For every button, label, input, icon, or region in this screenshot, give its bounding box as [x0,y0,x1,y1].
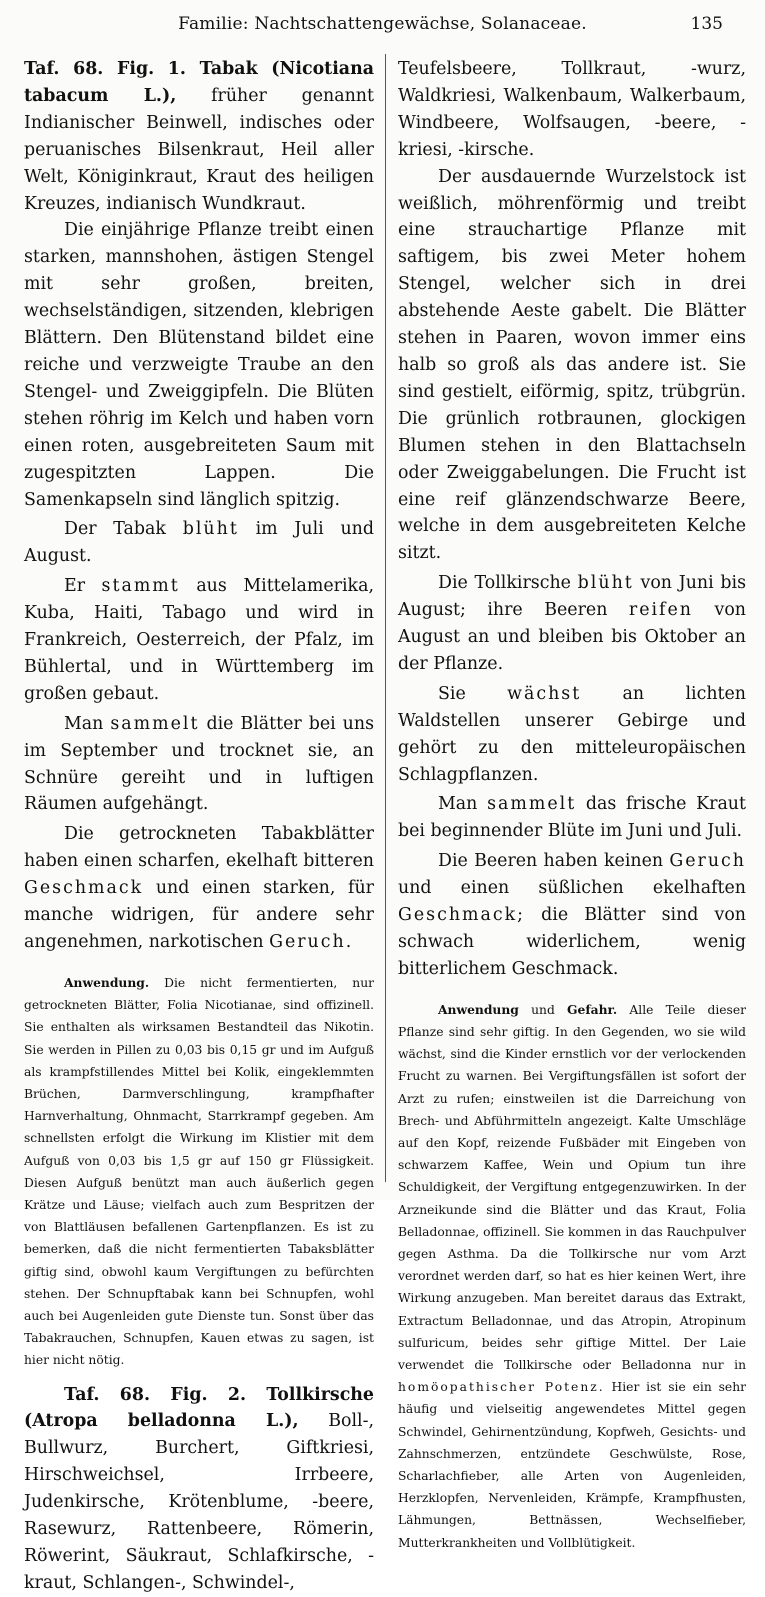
usage-text: Hier ist sie ein sehr häufig und vielseitig angewendetes Mittel gegen Schwindel, Gehirnentzündung, Kopfweh, Gesichts- und Zahnschmerzen, entzündete Geschwülste, Rose, Scharlachfieber, alle Arten von Augenleiden, Herzklopfen, Nervenleiden, Krämpfe, Krampfhusten, Lähmungen, Bettnässen, Wechselfieber, Mutterkrankheiten und Vollblütigkeit. [398,1380,746,1550]
usage-text: Alle Teile dieser Pflanze sind sehr giftig. In den Gegenden, wo sie wild wächst, sind die Kinder ernstlich vor der verlockenden Frucht zu warnen. Bei Vergiftungsfällen ist sofort der Arzt zu rufen; einstweilen ist die Darreichung von Brech- und Abführmitteln angezeigt. Kalte Umschläge auf den Kopf, reizende Fußbäder mit Eingeben von schwarzem Kaffee, Wein und Opium tun ihre Schuldigkeit, der Vergiftung entgegenzuwirken. In der Arzneikunde sind die Blätter und das Kraut, Folia Belladonnae, offizinell. Sie kommen in das Rauchpulver gegen Asthma. Da die Tollkirsche nur vom Arzt verordnet werden darf, so hat es hier keinen Wert, ihre Wirkung anzugeben. Man bereitet daraus das Extrakt, Extractum Belladonnae, und das Atropin, Atropinum sulfuricum, beides sehr giftige Mittel. Der Laie verwendet die Tollkirsche oder Belladonna nur in [398,1002,747,1373]
text-run: Sie [438,683,508,704]
tobacco-synonyms: früher genannt Indianischer Beinwell, indisches oder peruanisches Bilsenkraut, Heil aller Welt, Königinkraut, Kraut des heiligen Kreuzes, indianisch Wundkraut. [24,85,375,214]
emphasis: reifen [628,600,693,621]
emphasis: stammt [101,576,180,597]
tobacco-description: Die einjährige Pflanze treibt einen starken, mannshohen, ästigen Stengel mit sehr großen, breiten, wechselständigen, sitzenden, klebrigen Blättern. Den Blütenstand bildet eine reiche und verzweigte Traube an den Stengel- und Zweiggipfeln. Die Blüten stehen röhrig im Kelch und haben vorn einen roten, ausgebreiteten Saum mit zugespitzten Lappen. Die Samenkapseln sind länglich spitzig. [24,220,374,510]
text-run: von August an und bleiben bis Oktober an der Pflanze. [398,600,746,674]
emphasis: Geschmack [24,878,144,899]
emphasis: blüht [577,573,634,594]
emphasis: wächst [507,683,582,704]
emphasis: Geruch [669,851,746,872]
running-header [30,14,735,42]
belladonna-flowering [398,570,746,678]
text-run: Die Tollkirsche [438,573,578,594]
text-run: das frische Kraut bei beginnender Blüte im Juni und Juli. [398,794,746,842]
page-number: 135 [690,14,723,34]
usage-text: Die nicht fermentierten, nur getrockneten Blätter, Folia Nicotianae, sind offizinell. Sie enthalten als wirksamen Bestandteil das Nikotin. Sie werden in Pillen zu 0,03 bis 0,15 gr und im Aufguß als krampfstillendes Mittel bei Kolik, eingeklemmten Brüchen, Darmverschlingung, krampfhafter Harnverhaltung, Ohnmacht, Starrkrampf gegeben. Am schnellsten erfolgt die Wirkung im Klistier mit dem Aufguß von 0,03 bis 1,5 gr auf 150 gr Flüssigkeit. Diesen Aufguß benützt man auch äußerlich gegen Krätze und Läuse; vielfach auch zum Bespritzen der von Blattläusen befallenen Gartenpflanzen. Es ist zu bemerken, daß die nicht fermentierten Tabaksblätter giftig sind, obwohl kaum Vergiftungen zu befürchten stehen. Der Schnupftabak kann bei Schnupfen, wohl auch bei Augenleiden gute Dienste tun. Sonst über das Tabakrauchen, Schnupfen, Kauen etwas zu sagen, ist hier nicht nötig. [24,975,374,1368]
text-run: die Blätter sind von schwach widerlichem, wenig bitterlichem Geschmack. [398,905,746,979]
text-run: aus Mittelamerika, Kuba, Haiti, Tabago und wird in Frankreich, Oesterreich, der Pfalz, im Bühlertal, und in Württemberg im großen gebaut. [24,576,374,704]
belladonna-description: Der ausdauernde Wurzelstock ist weißlich, möhrenförmig und treibt eine strauchartige Pflanze mit saftigem, bis zwei Meter hohem Stengel, welcher sich in drei abstehende Aeste gabelt. Die Blätter stehen in Paaren, wovon immer eins halb so groß als das andere ist. Sie sind gestielt, eiförmig, spitz, trübgrün. Die grünlich rotbraunen, glockigen Blumen stehen in den Blattachseln oder Zweiggabelungen. Die Frucht ist eine reif glänzendschwarze Beere, welche in dem ausgebreiteten Kelche sitzt. [398,166,746,564]
belladonna-heading-paragraph [24,1382,374,1597]
belladonna-synonyms-continued: Teufelsbeere, Tollkraut, -wurz, Waldkriesi, Walkenbaum, Walkerbaum, Windbeere, Wolfsaugen, -beere, -kriesi, -kirsche. [398,59,746,160]
emphasis: sammelt [110,713,200,734]
belladonna-heading: Taf. 68. Fig. 2. Tollkirsche (Atropa belladonna L.), [24,1384,374,1432]
text-run: Er [64,576,102,597]
belladonna-habitat [398,681,746,789]
text-run: Man [64,713,111,734]
belladonna-collection [398,791,746,845]
usage-heading: Anwendung [438,1001,519,1017]
belladonna-usage [398,999,746,1554]
text-run: die Blätter bei uns im September und trocknet sie, an Schnüre gereiht und in luftigen Räumen aufgehängt. [24,713,374,815]
right-column [398,56,746,1554]
text-run: an lichten Waldstellen unserer Gebirge und gehört zu den mitteleuropäischen Schlagpflanzen. [398,683,747,785]
text-run: und [518,1002,568,1017]
text-run: Die Beeren haben keinen [438,851,670,872]
text-run: und einen süßlichen ekelhaften [398,878,746,899]
usage-heading: Anwendung. [64,974,150,990]
tobacco-collection [24,711,374,819]
belladonna-properties [398,848,746,983]
tobacco-heading: Taf. 68. Fig. 1. Tabak (Nicotiana tabacum L.), [24,59,374,106]
tobacco-flowering [24,516,374,570]
emphasis: blüht [182,519,239,540]
text-run: und einen starken, für manche widrigen, für andere sehr angenehmen, narkotischen [24,878,374,952]
emphasis: Geruch. [269,932,354,952]
emphasis: Geschmack; [398,905,526,926]
left-column [24,56,374,1597]
header-title: Familie: Nachtschattengewächse, Solanaceae. [178,14,587,34]
tobacco-heading-paragraph [24,56,374,217]
belladonna-synonyms: Boll-, Bullwurz, Burchert, Giftkriesi, Hirschweichsel, Irrbeere, Judenkirsche, Krötenblume, -beere, Rasewurz, Rattenbeere, Römerin, Röwerint, Säukraut, Schlafkirsche, -kraut, Schlangen-, Schwindel-, [24,1411,374,1593]
danger-heading: Gefahr. [567,1001,618,1017]
emphasis: homöopathischer Potenz. [398,1380,605,1395]
text-run: Man [438,794,488,815]
tobacco-usage [24,972,374,1372]
text-run: im Juli und August. [24,519,374,567]
text-run: Der Tabak [64,519,183,540]
tobacco-origin [24,573,374,708]
emphasis: sammelt [487,794,577,815]
text-run: von Juni bis August; ihre Beeren [398,573,746,621]
tobacco-properties [24,821,374,956]
text-run: Die getrockneten Tabakblätter haben einen scharfen, ekelhaft bitteren [24,824,374,872]
column-divider [385,54,386,1182]
